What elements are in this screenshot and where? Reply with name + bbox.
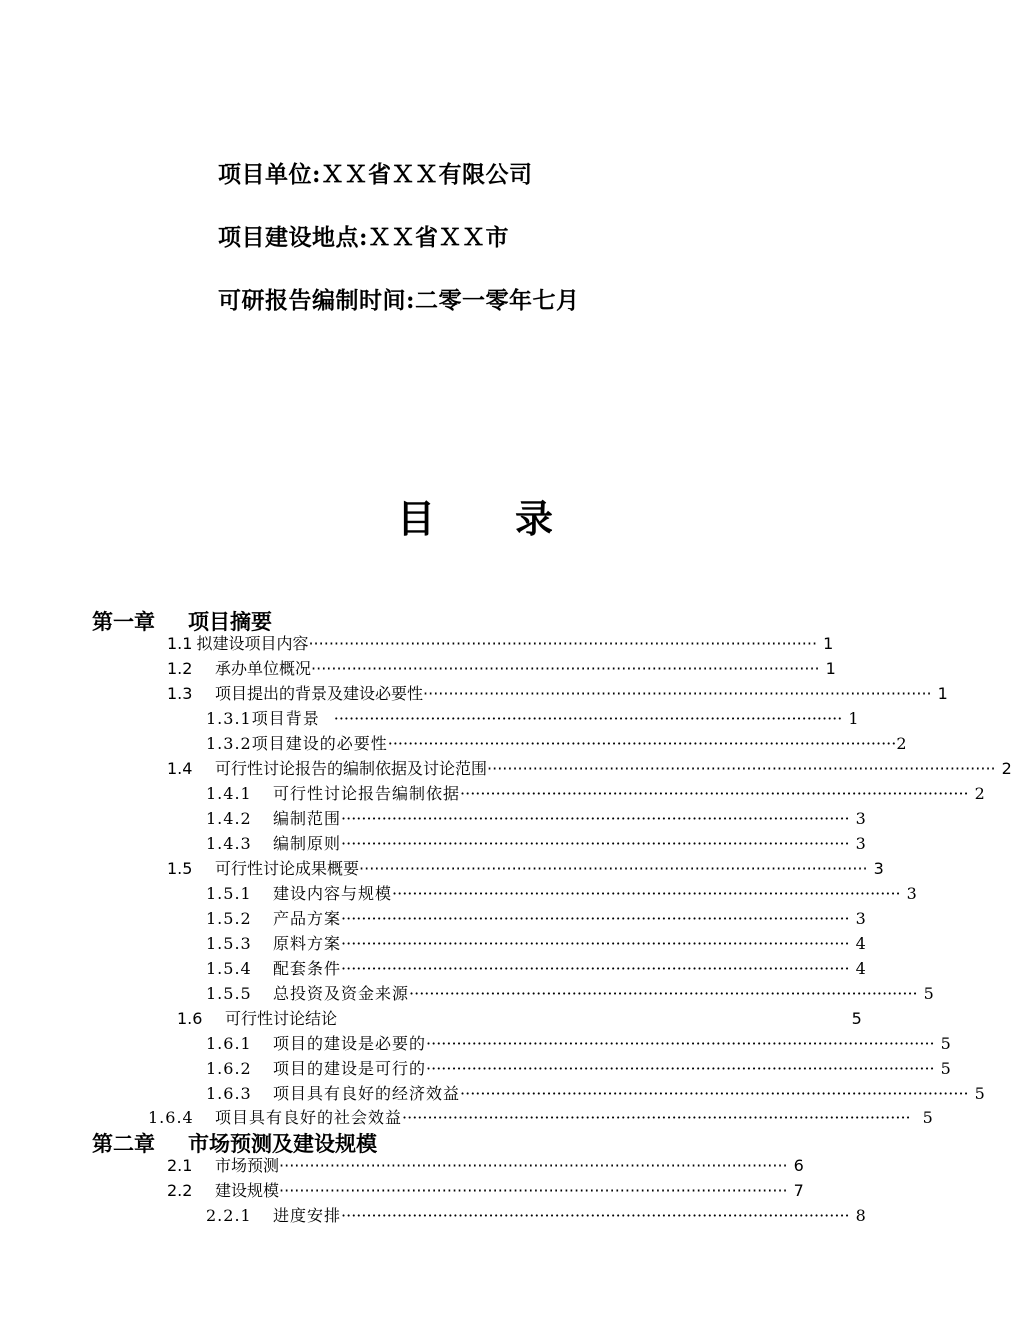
toc-entry-page: 5 [940,1059,952,1078]
toc-entry-1-6-1[interactable] [206,1032,952,1056]
toc-entry-number: 2.2 [167,1181,193,1200]
toc-entry-title: 原料方案 [273,934,342,953]
toc-entry-page: 5 [940,1034,952,1053]
toc-leader-dots: ···································································································· [460,784,969,803]
toc-leader-dots: ···································································································· [409,984,918,1003]
toc-leader-dots: ···································································································· [423,684,932,703]
toc-leader-dots: ···································································································· [308,634,818,653]
toc-entry-1-1[interactable] [167,632,834,656]
toc-entry-title: 编制范围 [273,809,342,828]
report-date-line: 可研报告编制时间:二零一零年七月 [218,287,580,314]
toc-entry-page: 5 [974,1084,986,1103]
toc-entry-page: 3 [855,809,867,828]
toc-entry-number: 1.5.4 [206,959,252,978]
toc-entry-title: 总投资及资金来源 [273,984,410,1003]
toc-entry-title: 项目背景 [251,709,320,728]
toc-entry-page: 8 [855,1206,867,1225]
toc-entry-number: 1.5 [167,859,193,878]
toc-entry-title: 项目具有良好的经济效益 [273,1084,461,1103]
toc-entry-1-6-4[interactable] [148,1106,934,1130]
toc-entry-page: 6 [793,1156,804,1175]
toc-entry-title: 拟建设项目内容 [196,634,309,653]
toc-entry-number: 1.2 [167,659,193,678]
toc-entry-title: 建设内容与规模 [273,884,393,903]
toc-entry-number: 1.3 [167,684,193,703]
toc-entry-page: 3 [855,834,867,853]
toc-entry-page: 2 [974,784,986,803]
toc-entry-2-2[interactable] [167,1179,804,1203]
toc-entry-1-6-2[interactable] [206,1057,952,1081]
toc-entry-1-6[interactable] [177,1007,862,1031]
toc-leader-dots: ···································································································· [311,659,820,678]
toc-entry-number: 1.4.1 [206,784,252,803]
toc-entry-number: 1.3.1 [206,709,252,728]
toc-entry-title: 可行性讨论成果概要 [215,859,360,878]
toc-entry-page: 5 [851,1009,862,1028]
toc-entry-number: 1.3.2 [206,734,252,753]
chapter-number: 第一章 [92,610,155,634]
toc-leader-dots: ···································································································· [279,1156,788,1175]
toc-entry-page: 1 [937,684,948,703]
toc-leader-dots: ···································································································· [402,1108,911,1127]
toc-entry-1-4-1[interactable] [206,782,986,806]
toc-entry-number: 1.5.5 [206,984,252,1003]
toc-entry-number: 1.4.2 [206,809,252,828]
toc-entry-page: 3 [855,909,867,928]
toc-entry-1-5-1[interactable] [206,882,918,906]
toc-entry-page: 3 [873,859,884,878]
toc-entry-number: 1.6.4 [148,1108,194,1127]
toc-entry-number: 1.5.1 [206,884,252,903]
toc-entry-1-3-1[interactable] [206,707,860,731]
toc-entry-number: 1.1 [167,634,193,653]
toc-entry-title: 承办单位概况 [215,659,312,678]
toc-entry-number: 1.5.3 [206,934,252,953]
toc-entry-title: 可行性讨论报告的编制依据及讨论范围 [215,759,488,778]
toc-leader-dots: ···································································································· [460,1084,969,1103]
toc-entry-page: 4 [855,934,867,953]
toc-leader-dots: ···································································································· [279,1181,788,1200]
toc-entry-title: 项目提出的背景及建设必要性 [215,684,424,703]
toc-title [0,488,950,543]
toc-title-char-2: 录 [515,497,554,541]
toc-entry-page: 1 [825,659,836,678]
toc-entry-2-2-1[interactable] [206,1204,867,1228]
toc-entry-title: 项目的建设是可行的 [273,1059,427,1078]
toc-entry-1-2[interactable] [167,657,836,681]
toc-leader-dots: ···································································································· [341,809,850,828]
chapter-number: 第二章 [92,1132,155,1156]
toc-entry-page: 3 [906,884,918,903]
toc-leader-dots: ···································································································· [337,1009,846,1028]
toc-entry-page: 2 [896,734,908,753]
project-location-line: 项目建设地点:ＸＸ省ＸＸ市 [218,224,509,251]
toc-leader-dots: ···································································································· [387,734,897,753]
toc-entry-page: 7 [793,1181,804,1200]
toc-entry-1-5-4[interactable] [206,957,867,981]
toc-entry-number: 1.6.2 [206,1059,252,1078]
toc-entry-1-5[interactable] [167,857,884,881]
toc-leader-dots: ···································································································· [341,1206,850,1225]
toc-entry-page: 1 [848,709,860,728]
toc-entry-title: 建设规模 [215,1181,280,1200]
toc-entry-page: 1 [823,634,834,653]
toc-leader-dots: ···································································································· [333,709,843,728]
toc-entry-page: 4 [855,959,867,978]
toc-entry-page: 5 [922,1108,934,1127]
toc-leader-dots: ···································································································· [426,1034,935,1053]
toc-entry-title: 配套条件 [273,959,342,978]
toc-entry-1-5-3[interactable] [206,932,867,956]
chapter-title: 项目摘要 [188,610,272,634]
toc-entry-number: 1.6 [177,1009,203,1028]
toc-entry-title: 进度安排 [273,1206,342,1225]
toc-leader-dots: ···································································································· [341,934,850,953]
toc-entry-title: 项目的建设是必要的 [273,1034,427,1053]
toc-entry-1-4-3[interactable] [206,832,867,856]
toc-entry-title: 市场预测 [215,1156,280,1175]
toc-entry-title: 可行性讨论报告编制依据 [273,784,461,803]
toc-leader-dots: ···································································································· [341,909,850,928]
toc-entry-1-4-2[interactable] [206,807,867,831]
toc-entry-title: 项目具有良好的社会效益 [215,1108,403,1127]
toc-entry-number: 1.6.1 [206,1034,252,1053]
toc-entry-1-4[interactable] [167,757,1012,781]
toc-leader-dots: ···································································································· [341,959,850,978]
toc-entry-1-3-2[interactable] [206,732,908,756]
toc-entry-1-3[interactable] [167,682,948,706]
toc-entry-number: 1.4.3 [206,834,252,853]
toc-entry-number: 1.4 [167,759,193,778]
toc-leader-dots: ···································································································· [487,759,996,778]
toc-entry-1-6-3[interactable] [206,1082,986,1106]
chapter-title: 市场预测及建设规模 [188,1132,377,1156]
toc-leader-dots: ···································································································· [341,834,850,853]
toc-entry-number: 1.6.3 [206,1084,252,1103]
toc-entry-title: 可行性讨论结论 [225,1009,338,1028]
toc-entry-number: 2.2.1 [206,1206,252,1225]
toc-entry-number: 1.5.2 [206,909,252,928]
toc-entry-number: 2.1 [167,1156,193,1175]
project-unit-line: 项目单位:ＸＸ省ＸＸ有限公司 [218,161,533,188]
toc-entry-page: 2 [1001,759,1012,778]
toc-title-char-1: 目 [396,497,435,541]
toc-entry-title: 编制原则 [273,834,342,853]
toc-entry-1-5-2[interactable] [206,907,867,931]
toc-entry-title: 产品方案 [273,909,342,928]
toc-entry-title: 项目建设的必要性 [251,734,388,753]
toc-entry-page: 5 [923,984,935,1003]
toc-entry-2-1[interactable] [167,1154,804,1178]
toc-leader-dots: ···································································································· [392,884,901,903]
toc-leader-dots: ···································································································· [359,859,868,878]
toc-leader-dots: ···································································································· [426,1059,935,1078]
toc-entry-1-5-5[interactable] [206,982,935,1006]
